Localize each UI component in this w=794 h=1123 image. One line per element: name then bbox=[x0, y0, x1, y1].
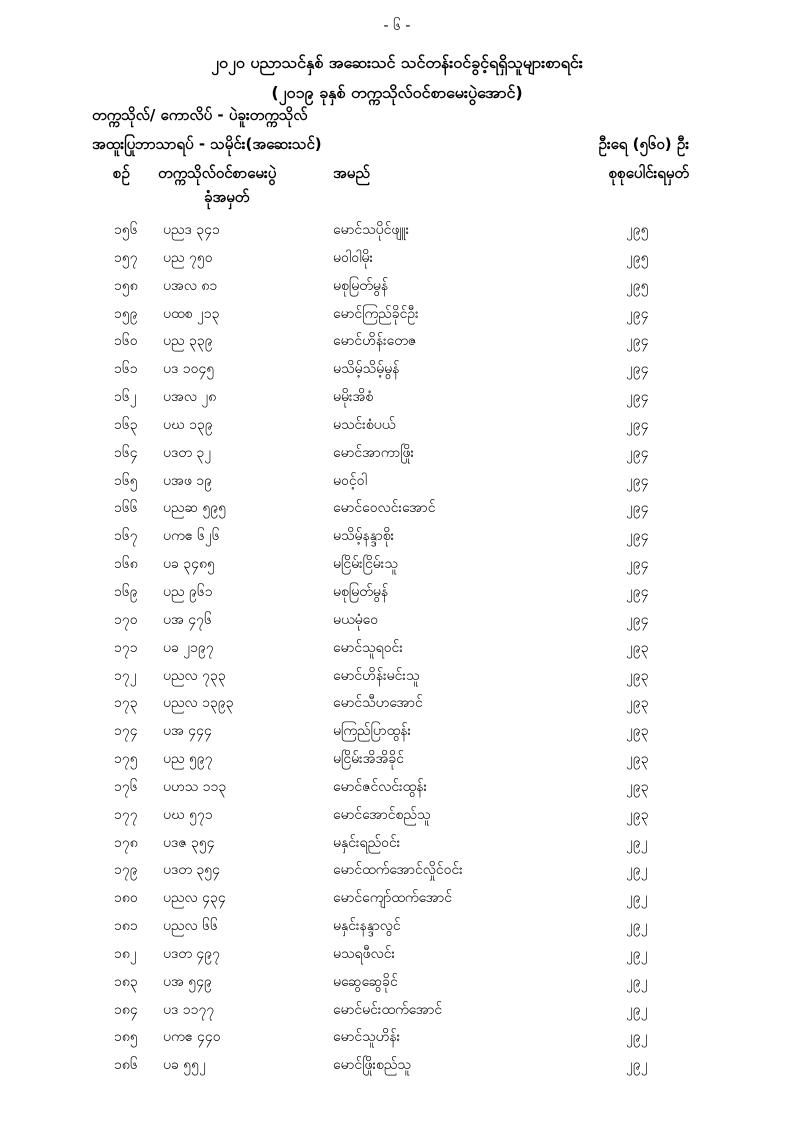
row-name: မောင်သူဟိန်း bbox=[333, 1029, 401, 1046]
row-marks: ၂၉၂ bbox=[626, 973, 648, 990]
table-row bbox=[0, 856, 794, 884]
table-row bbox=[0, 272, 794, 300]
row-roll-number: ပဒဇ ၃၅၄ bbox=[163, 834, 215, 851]
row-marks: ၂၉၄ bbox=[626, 556, 649, 573]
row-serial: ၁၇၃ bbox=[114, 695, 138, 712]
row-serial: ၁၆၄ bbox=[114, 444, 138, 461]
row-roll-number: ပအ ၄၄၄ bbox=[163, 723, 212, 740]
row-roll-number: ပအ ၅၄၉ bbox=[163, 973, 212, 990]
row-marks: ၂၉၃ bbox=[626, 723, 649, 740]
row-serial: ၁၈၃ bbox=[114, 973, 138, 990]
row-roll-number: ပဟသ ၁၁၃ bbox=[163, 778, 227, 795]
row-marks: ၂၉၅ bbox=[626, 277, 649, 294]
row-roll-number: ပည ၅၉၇ bbox=[163, 751, 213, 768]
row-name: မောင်ကြည်ခိုင်ဦး bbox=[333, 305, 419, 322]
row-marks: ၂၉၂ bbox=[626, 890, 648, 907]
row-name: မောင်အောင်စည်သူ bbox=[333, 806, 431, 823]
table-row bbox=[0, 801, 794, 829]
total-count: ဦးရေ (၅၆၀) ဦး bbox=[598, 135, 689, 153]
row-roll-number: ပကဧ ၆၂၆ bbox=[163, 528, 220, 545]
row-marks: ၂၉၄ bbox=[626, 611, 649, 628]
row-serial: ၁၆၃ bbox=[114, 416, 138, 433]
row-serial: ၁၆၉ bbox=[114, 583, 138, 600]
row-name: မနှင်းနန္ဒာလွင် bbox=[333, 918, 401, 935]
row-serial: ၁၇၉ bbox=[114, 862, 138, 879]
row-serial: ၁၅၆ bbox=[114, 222, 138, 238]
row-serial: ၁၇၆ bbox=[114, 778, 138, 795]
table-row bbox=[0, 606, 794, 634]
row-serial: ၁၈၀ bbox=[114, 890, 138, 907]
row-name: မစုမြတ်မွန် bbox=[333, 277, 389, 294]
row-name: မမိုးအိစံ bbox=[333, 389, 374, 406]
row-roll-number: ပညဆ ၅၉၅ bbox=[163, 500, 227, 517]
row-marks: ၂၉၄ bbox=[626, 528, 649, 545]
row-serial: ၁၈၂ bbox=[114, 945, 137, 962]
row-name: မဝါဝါမိုး bbox=[333, 249, 374, 266]
row-marks: ၂၉၅ bbox=[626, 222, 649, 238]
row-serial: ၁၈၄ bbox=[114, 1001, 138, 1018]
table-row bbox=[0, 996, 794, 1024]
column-header-sn: စဉ် bbox=[113, 164, 130, 182]
row-marks: ၂၉၄ bbox=[626, 500, 649, 517]
row-name: မသိမ့်နန္ဒာစိုး bbox=[333, 528, 395, 545]
table-row bbox=[0, 522, 794, 550]
row-marks: ၂၉၄ bbox=[626, 361, 649, 378]
table-row bbox=[0, 411, 794, 439]
table-row bbox=[0, 829, 794, 857]
row-serial: ၁၆၂ bbox=[114, 389, 137, 406]
row-name: မောင်ကျော်ထက်အောင် bbox=[333, 890, 453, 907]
table-row bbox=[0, 1051, 794, 1079]
row-marks: ၂၉၃ bbox=[626, 695, 649, 712]
row-name: မောင်မင်းထက်အောင် bbox=[333, 1001, 443, 1018]
row-roll-number: ပအ ၄၇၆ bbox=[163, 611, 212, 628]
table-row bbox=[0, 717, 794, 745]
table-row bbox=[0, 940, 794, 968]
page-number: - ၆ - bbox=[383, 18, 411, 34]
row-name: မယမုံဝေ bbox=[333, 611, 379, 628]
table-row bbox=[0, 689, 794, 717]
row-roll-number: ပအလ ၈၁ bbox=[163, 277, 218, 294]
row-roll-number: ပည ၃၃၉ bbox=[163, 333, 213, 350]
table-row bbox=[0, 745, 794, 773]
row-serial: ၁၆၆ bbox=[114, 500, 138, 517]
row-serial: ၁၈၅ bbox=[114, 1029, 138, 1046]
row-name: မသင်းစံပယ် bbox=[333, 416, 396, 433]
row-name: မကြည်ပြာထွန်း bbox=[333, 723, 412, 740]
university-label: တက္ကသိုလ်/ ကောလိပ် - ပဲခူးတက္ကသိုလ် bbox=[92, 106, 308, 124]
column-header-roll: တက္ကသိုလ်ဝင်စာမေးပွဲ bbox=[158, 164, 277, 182]
row-name: မောင်အာကာဖြိုး bbox=[333, 444, 415, 461]
table-row bbox=[0, 439, 794, 467]
table-row bbox=[0, 327, 794, 355]
row-name: မငြိမ်းအိအိခိုင် bbox=[333, 751, 405, 768]
row-roll-number: ပခ ၅၅၂ bbox=[163, 1057, 206, 1074]
row-serial: ၁၆၇ bbox=[114, 528, 138, 545]
row-serial: ၁၈၁ bbox=[114, 918, 138, 935]
row-marks: ၂၉၃ bbox=[626, 667, 649, 684]
column-header-marks: စုစုပေါင်းရမှတ် bbox=[608, 164, 689, 182]
row-name: မောင်ထက်အောင်လှိုင်ဝင်း bbox=[333, 862, 463, 879]
table-row bbox=[0, 968, 794, 996]
row-roll-number: ပအဖ ၁၉ bbox=[163, 472, 213, 489]
row-roll-number: ပဃ ၁၃၉ bbox=[163, 416, 213, 433]
row-roll-number: ပဒ ၁၀၄၅ bbox=[163, 361, 215, 378]
row-name: မောင်ဟိန်းတေဇ bbox=[333, 333, 417, 350]
row-name: မနှင်းရည်ဝင်း bbox=[333, 834, 401, 851]
row-name: မောင်ဇင်လင်းထွန်း bbox=[333, 778, 427, 795]
row-marks: ၂၉၃ bbox=[626, 806, 649, 823]
row-marks: ၂၉၃ bbox=[626, 778, 649, 795]
row-roll-number: ပထစ ၂၁၃ bbox=[163, 305, 220, 322]
row-name: မဝင့်ဝါ bbox=[333, 472, 367, 489]
row-serial: ၁၆၅ bbox=[114, 472, 138, 489]
row-marks: ၂၉၄ bbox=[626, 333, 649, 350]
table-row bbox=[0, 494, 794, 522]
row-roll-number: ပကဧ ၄၄၀ bbox=[163, 1029, 221, 1046]
row-serial: ၁၇၄ bbox=[114, 723, 138, 740]
row-serial: ၁၇၁ bbox=[114, 639, 138, 656]
row-name: မစုမြတ်မွန် bbox=[333, 583, 389, 600]
row-roll-number: ပခ ၃၄၈၅ bbox=[163, 556, 215, 573]
row-roll-number: ပဒတ ၄၉၇ bbox=[163, 945, 220, 962]
row-name: မောင်သီဟအောင် bbox=[333, 695, 423, 712]
row-roll-number: ပည ၇၅၀ bbox=[163, 249, 213, 266]
row-roll-number: ပဒ ၁၁၇၇ bbox=[163, 1001, 215, 1018]
row-serial: ၁၆၁ bbox=[114, 361, 138, 378]
table-row bbox=[0, 578, 794, 606]
row-serial: ၁၅၈ bbox=[114, 277, 138, 294]
row-marks: ၂၉၄ bbox=[626, 444, 649, 461]
row-name: မသိမ့်သိမ့်မွန် bbox=[333, 361, 400, 378]
row-marks: ၂၉၄ bbox=[626, 583, 649, 600]
row-serial: ၁၆၈ bbox=[114, 556, 138, 573]
row-roll-number: ပညဒ ၃၄၁ bbox=[163, 222, 220, 238]
table-row bbox=[0, 467, 794, 495]
row-marks: ၂၉၃ bbox=[626, 639, 649, 656]
row-marks: ၂၉၄ bbox=[626, 389, 649, 406]
table-row bbox=[0, 216, 794, 244]
row-roll-number: ပခ ၂၁၉၇ bbox=[163, 639, 214, 656]
table-row bbox=[0, 383, 794, 411]
row-marks: ၂၉၄ bbox=[626, 416, 649, 433]
table-row bbox=[0, 662, 794, 690]
row-marks: ၂၉၂ bbox=[626, 862, 648, 879]
row-roll-number: ပညလ ၁၃၉၃ bbox=[163, 695, 234, 712]
row-roll-number: ပဃ ၅၇၁ bbox=[163, 806, 213, 823]
row-marks: ၂၉၃ bbox=[626, 751, 649, 768]
row-marks: ၂၉၄ bbox=[626, 472, 649, 489]
column-header-roll-line2: ခုံအမှတ် bbox=[204, 188, 250, 206]
row-serial: ၁၇၅ bbox=[114, 751, 138, 768]
row-roll-number: ပဒတ ၃၅၄ bbox=[163, 862, 220, 879]
document-title: ၂၀၂၀ ပညာသင်နှစ် အဆေးသင် သင်တန်းဝင်ခွင့်ရရှိသူများစာရင်း bbox=[211, 53, 583, 72]
row-serial: ၁၅၉ bbox=[114, 305, 138, 322]
table-row bbox=[0, 550, 794, 578]
table-row bbox=[0, 355, 794, 383]
row-serial: ၁၇၇ bbox=[114, 806, 138, 823]
row-serial: ၁၇၀ bbox=[114, 611, 138, 628]
row-marks: ၂၉၂ bbox=[626, 918, 648, 935]
row-name: မောင်ဟိန်းမင်းသူ bbox=[333, 667, 420, 684]
table-row bbox=[0, 912, 794, 940]
student-list bbox=[0, 216, 794, 1079]
row-marks: ၂၉၄ bbox=[626, 305, 649, 322]
row-marks: ၂၉၂ bbox=[626, 1029, 648, 1046]
row-marks: ၂၉၂ bbox=[626, 1001, 648, 1018]
row-roll-number: ပညလ ၆၆ bbox=[163, 918, 218, 935]
row-name: မငြိမ်းငြိမ်းသူ bbox=[333, 556, 398, 573]
row-serial: ၁၆၀ bbox=[114, 333, 138, 350]
row-roll-number: ပညလ ၇၃၃ bbox=[163, 667, 226, 684]
table-row bbox=[0, 634, 794, 662]
row-serial: ၁၇၈ bbox=[114, 834, 138, 851]
document-subtitle: (၂၀၁၉ ခုနှစ် တက္ကသိုလ်ဝင်စာမေးပွဲအောင်) bbox=[271, 83, 523, 102]
row-roll-number: ပအလ ၂၈ bbox=[163, 389, 217, 406]
row-marks: ၂၉၂ bbox=[626, 834, 648, 851]
table-row bbox=[0, 1023, 794, 1051]
row-marks: ၂၉၅ bbox=[626, 249, 649, 266]
major-label: အထူးပြုဘာသာရပ် - သမိုင်း(အဆေးသင်) bbox=[92, 135, 322, 153]
table-row bbox=[0, 773, 794, 801]
row-roll-number: ပညလ ၄၃၄ bbox=[163, 890, 226, 907]
row-name: မောင်သူရဝင်း bbox=[333, 639, 403, 656]
row-marks: ၂၉၂ bbox=[626, 1057, 648, 1074]
row-name: မသရဖီလင်း bbox=[333, 945, 396, 962]
row-serial: ၁၈၆ bbox=[114, 1057, 138, 1074]
row-serial: ၁၅၇ bbox=[114, 249, 138, 266]
row-name: မောင်ဖြိုးစည်သူ bbox=[333, 1057, 411, 1074]
row-name: မဆွေဆွေခိုင် bbox=[333, 973, 398, 990]
table-row bbox=[0, 244, 794, 272]
row-marks: ၂၉၂ bbox=[626, 945, 648, 962]
table-row bbox=[0, 884, 794, 912]
row-roll-number: ပည ၉၆၁ bbox=[163, 583, 213, 600]
row-roll-number: ပဒတ ၃၂ bbox=[163, 444, 212, 461]
row-serial: ၁၇၂ bbox=[114, 667, 137, 684]
table-row bbox=[0, 300, 794, 328]
row-name: မောင်ဝေလင်းအောင် bbox=[333, 500, 436, 517]
column-header-name: အမည် bbox=[333, 164, 370, 182]
row-name: မောင်သပိုင်ဖျူး bbox=[333, 222, 410, 238]
